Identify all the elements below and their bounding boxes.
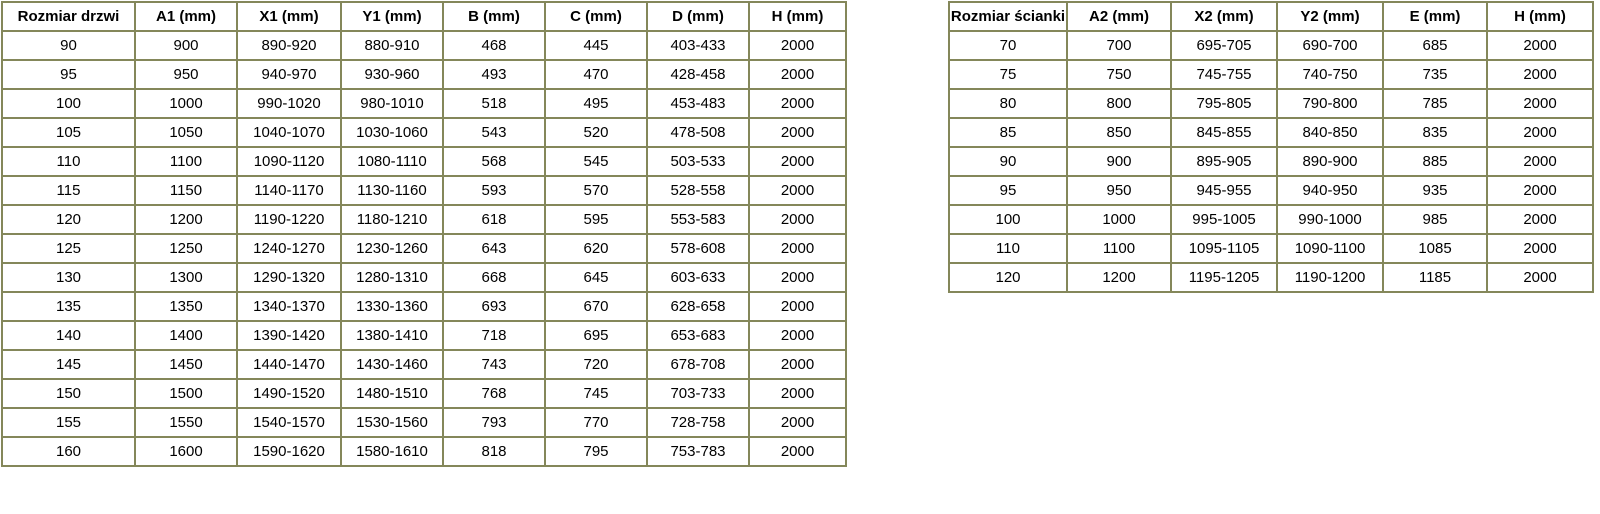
table-cell: 618	[443, 205, 545, 234]
table-cell: 835	[1383, 118, 1487, 147]
table-cell: 668	[443, 263, 545, 292]
column-header: Y2 (mm)	[1277, 2, 1383, 31]
table-cell: 403-433	[647, 31, 749, 60]
table-cell: 100	[2, 89, 135, 118]
table-cell: 1500	[135, 379, 237, 408]
table-cell: 1200	[135, 205, 237, 234]
table-cell: 1000	[1067, 205, 1171, 234]
table-cell: 2000	[749, 60, 846, 89]
table-cell: 880-910	[341, 31, 443, 60]
table-cell: 950	[1067, 176, 1171, 205]
table-cell: 568	[443, 147, 545, 176]
table-cell: 695-705	[1171, 31, 1277, 60]
table-cell: 2000	[749, 263, 846, 292]
table-cell: 2000	[1487, 263, 1593, 292]
table-row	[949, 89, 1593, 118]
table-cell: 900	[1067, 147, 1171, 176]
column-header: C (mm)	[545, 2, 647, 31]
table-cell: 145	[2, 350, 135, 379]
table-cell: 693	[443, 292, 545, 321]
table-cell: 120	[2, 205, 135, 234]
table-cell: 795-805	[1171, 89, 1277, 118]
table-cell: 770	[545, 408, 647, 437]
table-cell: 1040-1070	[237, 118, 341, 147]
table-cell: 1130-1160	[341, 176, 443, 205]
table-cell: 115	[2, 176, 135, 205]
table-cell: 1190-1200	[1277, 263, 1383, 292]
table-cell: 593	[443, 176, 545, 205]
table-cell: 1580-1610	[341, 437, 443, 466]
table-cell: 753-783	[647, 437, 749, 466]
table-cell: 935	[1383, 176, 1487, 205]
table-cell: 520	[545, 118, 647, 147]
table-cell: 545	[545, 147, 647, 176]
table-cell: 653-683	[647, 321, 749, 350]
column-header: Rozmiar ścianki	[949, 2, 1067, 31]
table-cell: 740-750	[1277, 60, 1383, 89]
table-cell: 845-855	[1171, 118, 1277, 147]
table-cell: 528-558	[647, 176, 749, 205]
table-cell: 135	[2, 292, 135, 321]
table-cell: 1300	[135, 263, 237, 292]
table-row	[2, 437, 846, 466]
table-cell: 1550	[135, 408, 237, 437]
table-cell: 980-1010	[341, 89, 443, 118]
column-header: A2 (mm)	[1067, 2, 1171, 31]
table-cell: 2000	[749, 321, 846, 350]
table-cell: 790-800	[1277, 89, 1383, 118]
table-cell: 2000	[749, 31, 846, 60]
table-cell: 818	[443, 437, 545, 466]
table-cell: 1350	[135, 292, 237, 321]
table-cell: 110	[949, 234, 1067, 263]
table-row	[2, 89, 846, 118]
table-cell: 685	[1383, 31, 1487, 60]
table-cell: 553-583	[647, 205, 749, 234]
table-cell: 678-708	[647, 350, 749, 379]
table-row	[2, 176, 846, 205]
table-cell: 1480-1510	[341, 379, 443, 408]
table-cell: 478-508	[647, 118, 749, 147]
table-cell: 578-608	[647, 234, 749, 263]
table-row	[2, 147, 846, 176]
table-cell: 2000	[1487, 118, 1593, 147]
table-cell: 85	[949, 118, 1067, 147]
header-row	[949, 2, 1593, 31]
column-header: X2 (mm)	[1171, 2, 1277, 31]
table-cell: 720	[545, 350, 647, 379]
table-cell: 1140-1170	[237, 176, 341, 205]
table-cell: 2000	[1487, 31, 1593, 60]
table-cell: 80	[949, 89, 1067, 118]
table-row	[949, 118, 1593, 147]
table-cell: 695	[545, 321, 647, 350]
table-cell: 1150	[135, 176, 237, 205]
table-cell: 2000	[749, 147, 846, 176]
table-cell: 95	[2, 60, 135, 89]
table-cell: 1050	[135, 118, 237, 147]
table-cell: 2000	[1487, 176, 1593, 205]
table-cell: 1440-1470	[237, 350, 341, 379]
table-cell: 1330-1360	[341, 292, 443, 321]
table-cell: 1230-1260	[341, 234, 443, 263]
table-cell: 735	[1383, 60, 1487, 89]
table-row	[2, 60, 846, 89]
table-cell: 1590-1620	[237, 437, 341, 466]
table-cell: 1090-1100	[1277, 234, 1383, 263]
table-cell: 1195-1205	[1171, 263, 1277, 292]
table-cell: 105	[2, 118, 135, 147]
column-header: D (mm)	[647, 2, 749, 31]
table-row	[2, 263, 846, 292]
table-cell: 70	[949, 31, 1067, 60]
table-cell: 2000	[1487, 89, 1593, 118]
column-header: H (mm)	[749, 2, 846, 31]
table-cell: 945-955	[1171, 176, 1277, 205]
table-cell: 2000	[1487, 147, 1593, 176]
table-cell: 1085	[1383, 234, 1487, 263]
table-cell: 445	[545, 31, 647, 60]
table-cell: 768	[443, 379, 545, 408]
table-cell: 95	[949, 176, 1067, 205]
table-row	[2, 292, 846, 321]
table-cell: 793	[443, 408, 545, 437]
table-cell: 2000	[749, 176, 846, 205]
column-header: Y1 (mm)	[341, 2, 443, 31]
table-cell: 1250	[135, 234, 237, 263]
table-cell: 940-970	[237, 60, 341, 89]
table-row	[2, 205, 846, 234]
table-cell: 470	[545, 60, 647, 89]
table-cell: 930-960	[341, 60, 443, 89]
table-row	[2, 408, 846, 437]
table-cell: 130	[2, 263, 135, 292]
table-row	[2, 31, 846, 60]
table-cell: 90	[949, 147, 1067, 176]
table-cell: 628-658	[647, 292, 749, 321]
door-sizes-table	[1, 1, 847, 467]
table-cell: 125	[2, 234, 135, 263]
table-cell: 670	[545, 292, 647, 321]
table-cell: 2000	[749, 205, 846, 234]
table-cell: 570	[545, 176, 647, 205]
table-row	[949, 205, 1593, 234]
table-cell: 1340-1370	[237, 292, 341, 321]
table-cell: 1180-1210	[341, 205, 443, 234]
table-cell: 795	[545, 437, 647, 466]
table-cell: 595	[545, 205, 647, 234]
table-cell: 1430-1460	[341, 350, 443, 379]
table-cell: 1450	[135, 350, 237, 379]
table-cell: 645	[545, 263, 647, 292]
table-cell: 1290-1320	[237, 263, 341, 292]
table-row	[949, 176, 1593, 205]
table-cell: 110	[2, 147, 135, 176]
table-cell: 150	[2, 379, 135, 408]
table-cell: 1185	[1383, 263, 1487, 292]
table-cell: 160	[2, 437, 135, 466]
table-cell: 995-1005	[1171, 205, 1277, 234]
table-cell: 1000	[135, 89, 237, 118]
table-cell: 643	[443, 234, 545, 263]
table-cell: 895-905	[1171, 147, 1277, 176]
table-cell: 495	[545, 89, 647, 118]
table-cell: 2000	[1487, 234, 1593, 263]
column-header: B (mm)	[443, 2, 545, 31]
table-cell: 518	[443, 89, 545, 118]
table-cell: 100	[949, 205, 1067, 234]
table-cell: 1600	[135, 437, 237, 466]
table-cell: 985	[1383, 205, 1487, 234]
table-cell: 120	[949, 263, 1067, 292]
table-cell: 2000	[749, 292, 846, 321]
table-cell: 155	[2, 408, 135, 437]
table-cell: 2000	[749, 234, 846, 263]
table-cell: 2000	[749, 379, 846, 408]
table-cell: 543	[443, 118, 545, 147]
table-cell: 1380-1410	[341, 321, 443, 350]
table-row	[2, 321, 846, 350]
table-cell: 603-633	[647, 263, 749, 292]
table-cell: 453-483	[647, 89, 749, 118]
table-cell: 900	[135, 31, 237, 60]
table-cell: 503-533	[647, 147, 749, 176]
table-cell: 1100	[135, 147, 237, 176]
table-cell: 2000	[1487, 205, 1593, 234]
table-row	[949, 147, 1593, 176]
table-cell: 620	[545, 234, 647, 263]
table-row	[949, 31, 1593, 60]
column-header: X1 (mm)	[237, 2, 341, 31]
table-row	[949, 234, 1593, 263]
table-row	[2, 118, 846, 147]
column-header: E (mm)	[1383, 2, 1487, 31]
table-cell: 728-758	[647, 408, 749, 437]
table-cell: 850	[1067, 118, 1171, 147]
table-cell: 1240-1270	[237, 234, 341, 263]
table-cell: 1100	[1067, 234, 1171, 263]
column-header: H (mm)	[1487, 2, 1593, 31]
table-cell: 940-950	[1277, 176, 1383, 205]
table-cell: 743	[443, 350, 545, 379]
table-row	[949, 60, 1593, 89]
table-cell: 745	[545, 379, 647, 408]
table-cell: 1200	[1067, 263, 1171, 292]
table-cell: 1400	[135, 321, 237, 350]
table-cell: 690-700	[1277, 31, 1383, 60]
table-cell: 718	[443, 321, 545, 350]
table-cell: 2000	[749, 408, 846, 437]
table-cell: 1030-1060	[341, 118, 443, 147]
table-cell: 1530-1560	[341, 408, 443, 437]
table-cell: 2000	[749, 437, 846, 466]
table-cell: 1095-1105	[1171, 234, 1277, 263]
table-cell: 140	[2, 321, 135, 350]
table-row	[949, 263, 1593, 292]
table-cell: 75	[949, 60, 1067, 89]
table-cell: 785	[1383, 89, 1487, 118]
table-row	[2, 234, 846, 263]
table-cell: 1090-1120	[237, 147, 341, 176]
column-header: A1 (mm)	[135, 2, 237, 31]
table-cell: 493	[443, 60, 545, 89]
table-cell: 2000	[1487, 60, 1593, 89]
table-row	[2, 379, 846, 408]
wall-sizes-table	[948, 1, 1594, 293]
column-header: Rozmiar drzwi	[2, 2, 135, 31]
table-cell: 90	[2, 31, 135, 60]
table-cell: 990-1020	[237, 89, 341, 118]
table-cell: 890-900	[1277, 147, 1383, 176]
table-cell: 745-755	[1171, 60, 1277, 89]
table-cell: 1280-1310	[341, 263, 443, 292]
table-cell: 1540-1570	[237, 408, 341, 437]
table-cell: 840-850	[1277, 118, 1383, 147]
table-cell: 750	[1067, 60, 1171, 89]
table-cell: 700	[1067, 31, 1171, 60]
table-cell: 1080-1110	[341, 147, 443, 176]
table-cell: 2000	[749, 89, 846, 118]
table-row	[2, 350, 846, 379]
table-cell: 1390-1420	[237, 321, 341, 350]
table-cell: 885	[1383, 147, 1487, 176]
table-cell: 2000	[749, 350, 846, 379]
table-cell: 703-733	[647, 379, 749, 408]
table-cell: 1190-1220	[237, 205, 341, 234]
table-cell: 428-458	[647, 60, 749, 89]
table-cell: 990-1000	[1277, 205, 1383, 234]
table-cell: 950	[135, 60, 237, 89]
table-cell: 1490-1520	[237, 379, 341, 408]
table-cell: 800	[1067, 89, 1171, 118]
table-cell: 468	[443, 31, 545, 60]
table-cell: 890-920	[237, 31, 341, 60]
table-cell: 2000	[749, 118, 846, 147]
header-row	[2, 2, 846, 31]
